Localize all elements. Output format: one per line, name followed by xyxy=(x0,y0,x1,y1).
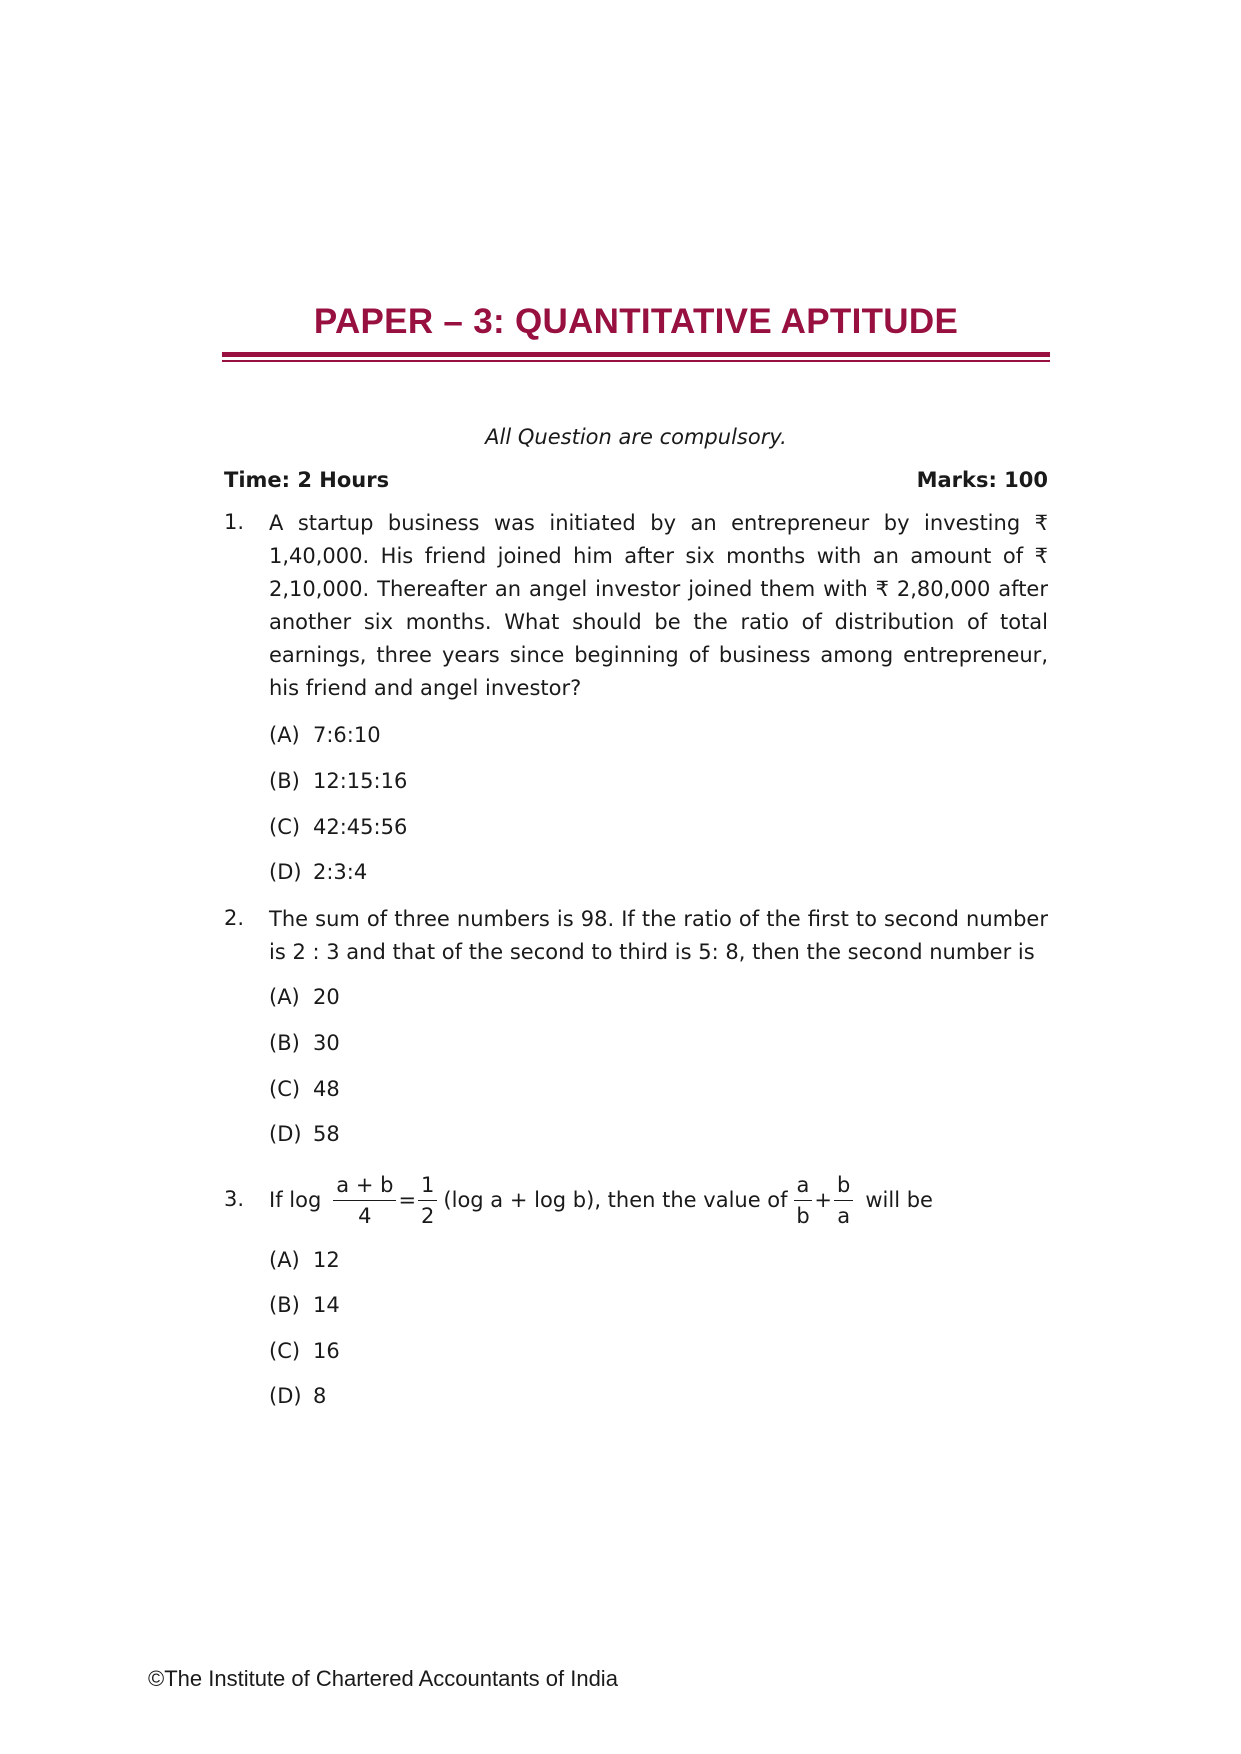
question-2-option-a xyxy=(269,985,340,1009)
option-label: (A) xyxy=(269,723,300,747)
plus-sign: + xyxy=(814,1188,833,1212)
option-value: 12:15:16 xyxy=(313,769,408,793)
question-3-option-c xyxy=(269,1339,340,1363)
question-1-text: A startup business was initiated by an entrepreneur by investing ₹ 1,40,000. His friend joined him after six months with an amount of ₹ 2,10,000. Thereafter an angel investor joined them with ₹ 2,80,000 after another six months. What should be the ratio of distribution of total earnings, three years since beginning of business among entrepreneur, his friend and angel investor? xyxy=(269,511,1048,700)
option-label: (A) xyxy=(269,1248,300,1272)
option-value: 8 xyxy=(313,1384,327,1408)
option-label: (B) xyxy=(269,1031,300,1055)
question-2-text: The sum of three numbers is 98. If the ratio of the first to second number is 2 : 3 and that of the second to third is 5: 8, then the second number is xyxy=(269,907,1048,964)
option-value: 20 xyxy=(313,985,340,1009)
option-label: (D) xyxy=(269,1384,302,1408)
option-label: (C) xyxy=(269,1339,301,1363)
fraction-numerator: a xyxy=(794,1170,813,1201)
marks-label: Marks: 100 xyxy=(916,468,1048,492)
option-value: 2:3:4 xyxy=(313,860,368,884)
question-3-option-a xyxy=(269,1248,340,1272)
fraction-denominator: 4 xyxy=(358,1203,372,1228)
fraction-denominator: a xyxy=(837,1203,851,1228)
option-value: 58 xyxy=(313,1122,340,1146)
option-value: 12 xyxy=(313,1248,340,1272)
time-label: Time: 2 Hours xyxy=(224,468,390,492)
q3-end-text: will be xyxy=(865,1188,933,1212)
fraction-numerator: a + b xyxy=(333,1170,396,1201)
title-rule-thin xyxy=(222,360,1050,362)
question-2-option-d xyxy=(269,1122,340,1146)
option-value: 7:6:10 xyxy=(313,723,381,747)
fraction-numerator: b xyxy=(834,1170,853,1201)
equals-sign: = xyxy=(398,1188,417,1212)
page-title: PAPER – 3: QUANTITATIVE APTITUDE xyxy=(313,302,959,341)
question-1-number: 1. xyxy=(224,510,245,534)
question-1-option-c xyxy=(269,815,407,839)
q3-middle-text: (log a + log b), then the value of xyxy=(443,1188,788,1212)
option-label: (D) xyxy=(269,1122,302,1146)
fraction-denominator: b xyxy=(796,1203,810,1228)
question-2-number: 2. xyxy=(224,906,245,930)
option-value: 16 xyxy=(313,1339,340,1363)
option-label: (D) xyxy=(269,860,302,884)
question-2-option-c xyxy=(269,1077,340,1101)
meta-row xyxy=(224,468,1048,492)
q3-if-log: If log xyxy=(269,1188,322,1212)
instruction: All Question are compulsory. xyxy=(485,425,787,449)
fraction-one-half xyxy=(418,1170,437,1231)
option-label: (C) xyxy=(269,815,301,839)
option-label: (C) xyxy=(269,1077,301,1101)
option-label: (A) xyxy=(269,985,300,1009)
option-label: (B) xyxy=(269,1293,300,1317)
fraction-b-over-a xyxy=(834,1170,853,1231)
fraction-denominator: 2 xyxy=(421,1203,435,1228)
fraction-a-over-b xyxy=(794,1170,813,1231)
option-value: 42:45:56 xyxy=(313,815,408,839)
option-label: (B) xyxy=(269,769,300,793)
fraction-numerator: 1 xyxy=(418,1170,437,1201)
option-value: 30 xyxy=(313,1031,340,1055)
question-3-number: 3. xyxy=(224,1187,245,1211)
question-3-option-d xyxy=(269,1384,326,1408)
question-1-option-b xyxy=(269,769,407,793)
question-3-text xyxy=(269,1167,933,1233)
footer-copyright: ©The Institute of Chartered Accountants of India xyxy=(148,1666,618,1691)
option-value: 14 xyxy=(313,1293,340,1317)
option-value: 48 xyxy=(313,1077,340,1101)
question-1-option-d xyxy=(269,860,367,884)
question-3-option-b xyxy=(269,1293,340,1317)
title-rule-thick xyxy=(222,352,1050,357)
fraction-a-plus-b-over-4 xyxy=(333,1170,396,1231)
question-2-option-b xyxy=(269,1031,340,1055)
question-1-option-a xyxy=(269,723,381,747)
